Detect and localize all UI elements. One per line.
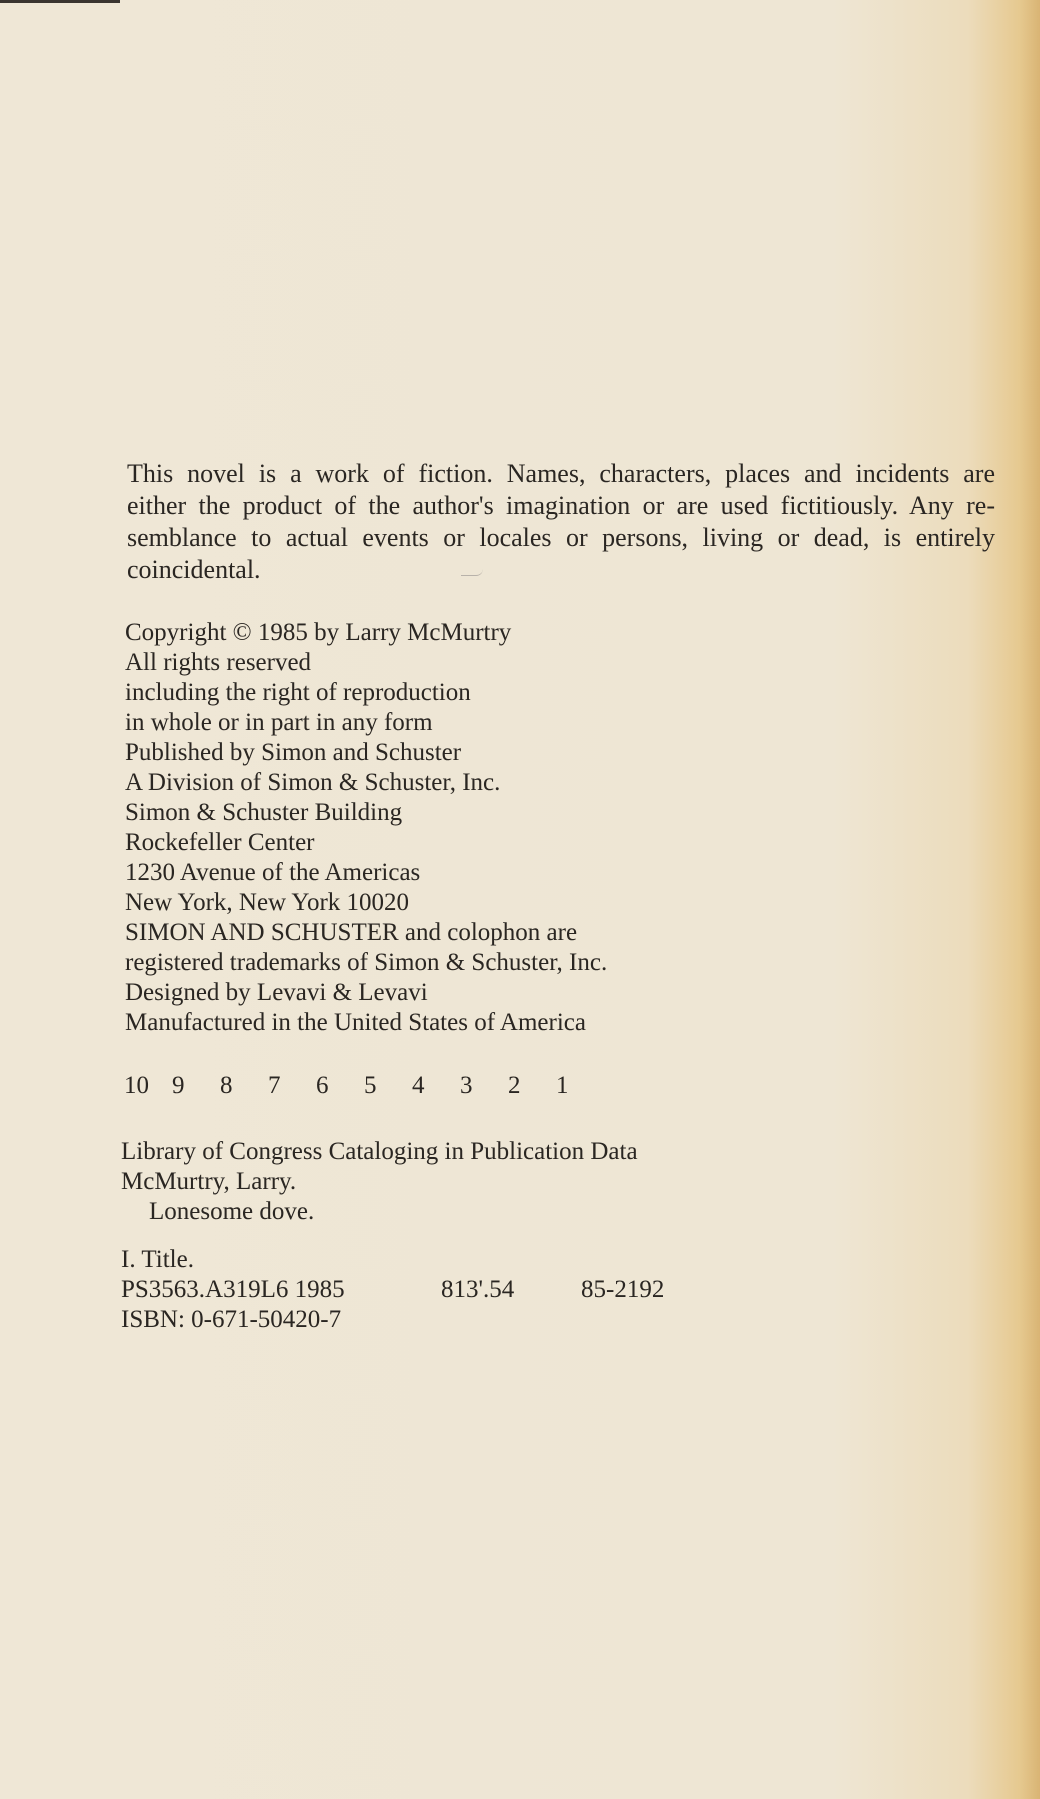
- cataloging-data: [121, 1137, 664, 1335]
- cip-lccn: 85-2192: [581, 1276, 665, 1303]
- copyright-line: Copyright © 1985 by Larry McMurtry: [125, 619, 512, 646]
- pencil-mark: [461, 569, 483, 576]
- copyright-line: New York, New York 10020: [125, 889, 410, 916]
- printing-number: 9: [172, 1072, 185, 1099]
- printing-line-numbers: [124, 1072, 604, 1100]
- cip-spacer: [121, 1227, 664, 1245]
- disclaimer-line-last: [127, 554, 995, 586]
- copyright-line: All rights reserved: [125, 649, 312, 676]
- disclaimer-line: either the product of the author's imagination or are used fictitiously. Any re-: [127, 491, 995, 520]
- page-edge-shadow: [0, 0, 120, 3]
- fiction-disclaimer: [127, 458, 995, 586]
- copyright-line: Manufactured in the United States of America: [125, 1009, 586, 1036]
- copyright-line: A Division of Simon & Schuster, Inc.: [125, 769, 501, 796]
- copyright-line: Designed by Levavi & Levavi: [125, 979, 428, 1006]
- cip-classification-row: [121, 1275, 664, 1305]
- cip-dewey: 813'.54: [441, 1276, 515, 1303]
- printing-number: 2: [508, 1072, 521, 1099]
- cip-title: Lonesome dove.: [149, 1198, 315, 1225]
- cip-isbn: ISBN: 0-671-50420-7: [121, 1306, 342, 1333]
- printing-number: 3: [460, 1072, 473, 1099]
- printing-number: 10: [124, 1072, 149, 1099]
- copyright-block: [125, 618, 607, 1038]
- printing-number: 4: [412, 1072, 425, 1099]
- copyright-line: Published by Simon and Schuster: [125, 739, 462, 766]
- printing-number: 5: [364, 1072, 377, 1099]
- printing-number: 1: [556, 1072, 569, 1099]
- printing-number: 7: [268, 1072, 281, 1099]
- copyright-line: SIMON AND SCHUSTER and colophon are: [125, 919, 578, 946]
- copyright-line: 1230 Avenue of the Americas: [125, 859, 421, 886]
- cip-subject: I. Title.: [121, 1246, 194, 1273]
- cip-heading: Library of Congress Cataloging in Publication Data: [121, 1138, 638, 1165]
- copyright-line: in whole or in part in any form: [125, 709, 433, 736]
- disclaimer-line: This novel is a work of fiction. Names, characters, places and incidents are: [127, 459, 995, 488]
- cip-call-number: PS3563.A319L6 1985: [121, 1276, 345, 1303]
- copyright-line: registered trademarks of Simon & Schuster, Inc.: [125, 949, 608, 976]
- cip-author: McMurtry, Larry.: [121, 1168, 297, 1195]
- printing-number: 6: [316, 1072, 329, 1099]
- copyright-line: Simon & Schuster Building: [125, 799, 403, 826]
- copyright-line: including the right of reproduction: [125, 679, 471, 706]
- disclaimer-line-text: coincidental.: [127, 555, 261, 584]
- printing-number: 8: [220, 1072, 233, 1099]
- disclaimer-line: semblance to actual events or locales or persons, living or dead, is entirely: [127, 523, 995, 552]
- copyright-line: Rockefeller Center: [125, 829, 315, 856]
